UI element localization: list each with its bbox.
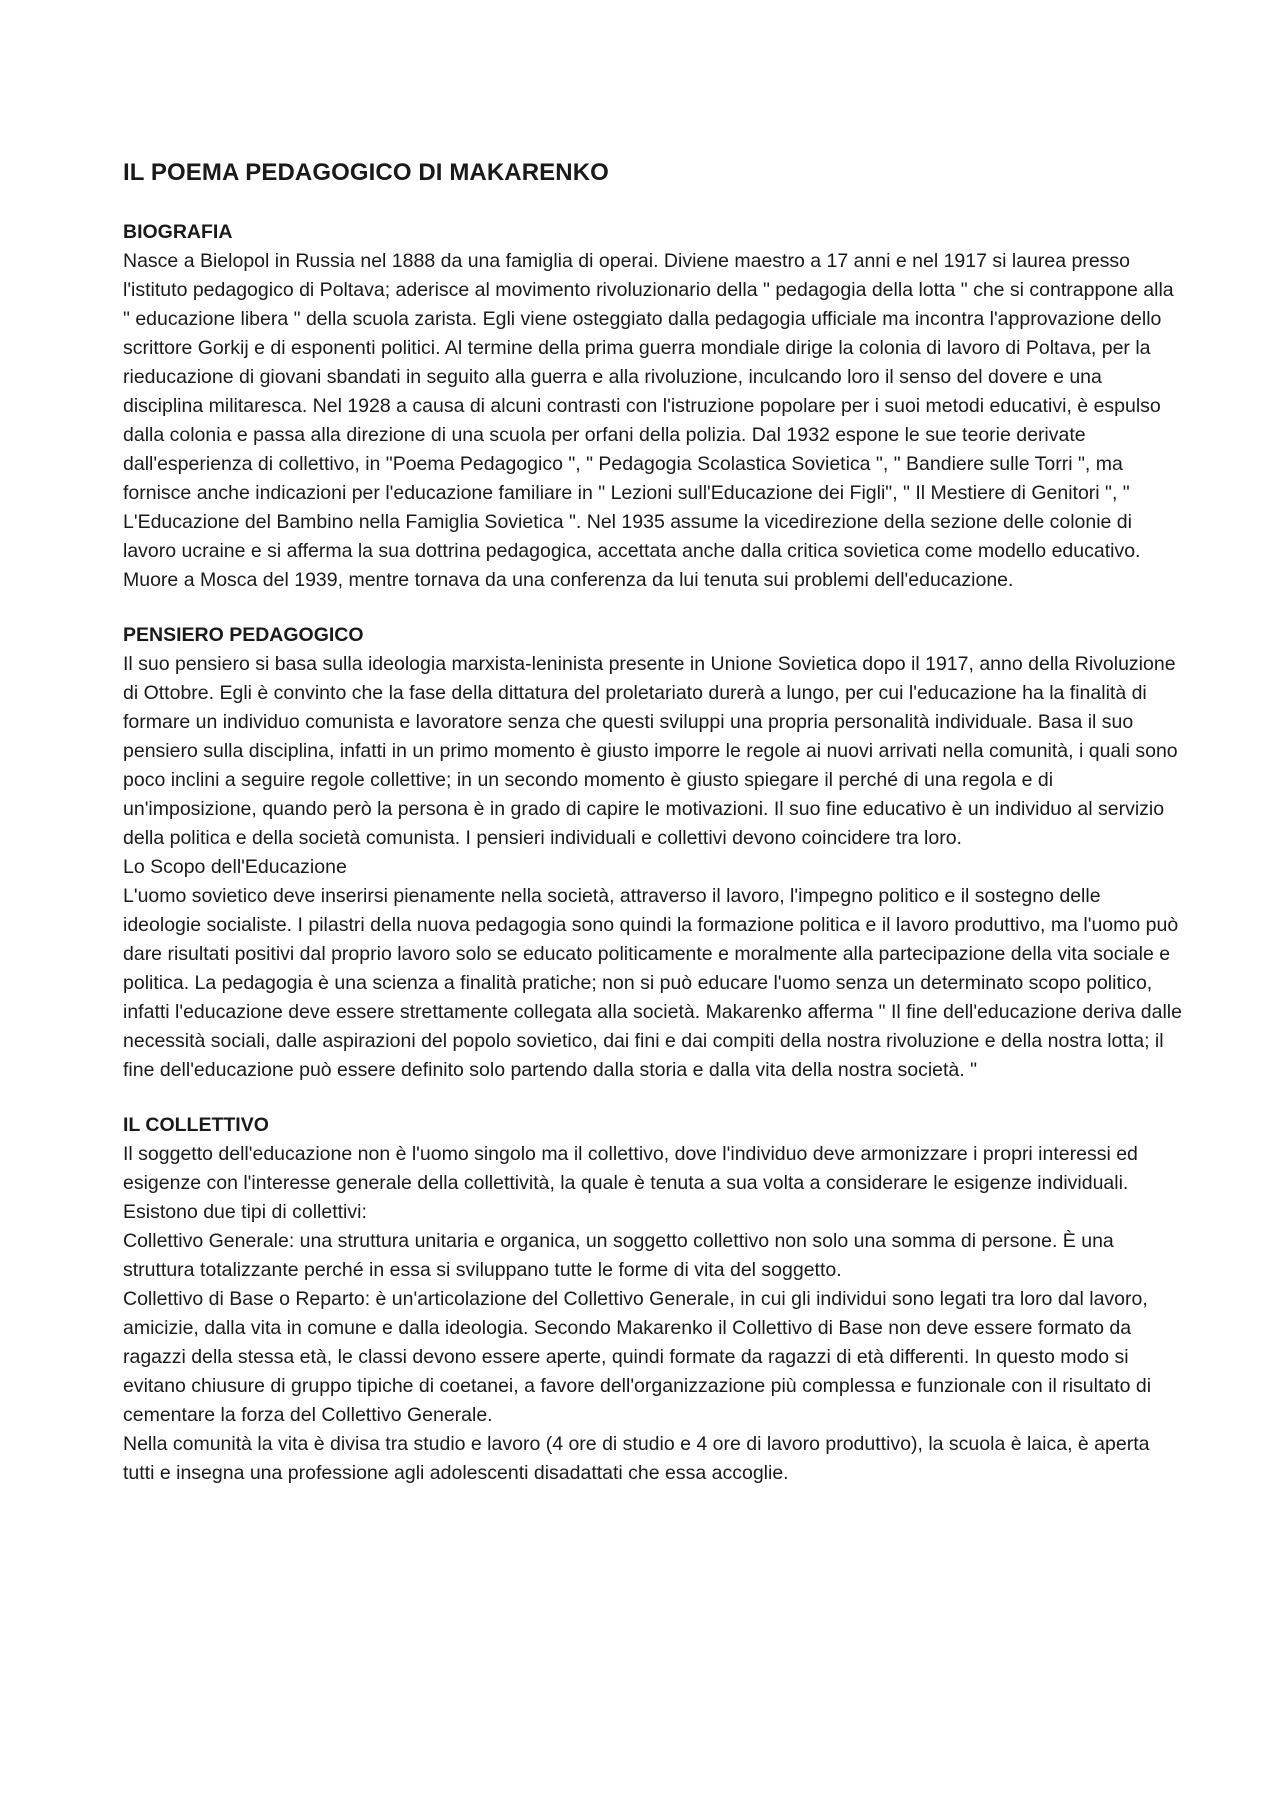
section-paragraph: Il soggetto dell'educazione non è l'uomo singolo ma il collettivo, dove l'individuo deve armonizzare i propri interessi ed esigenze con l'interesse generale della collettività, la quale è tenuta a sua volta a considerare le esigenze individuali. (123, 1143, 1138, 1194)
section-paragraph: Nella comunità la vita è divisa tra studio e lavoro (4 ore di studio e 4 ore di lavoro produttivo), la scuola è laica, è aperta tutti e insegna una professione agli adolescenti disadattati che essa accoglie. (123, 1433, 1150, 1484)
section-pensiero-pedagogico (123, 621, 1183, 1085)
section-heading: PENSIERO PEDAGOGICO (123, 624, 364, 646)
section-paragraph: Collettivo di Base o Reparto: è un'articolazione del Collettivo Generale, in cui gli individui sono legati tra loro dal lavoro, amicizie, dalla vita in comune e dalla ideologia. Secondo Makarenko il Collettivo di Base non deve essere formato da ragazzi della stessa età, le classi devono essere aperte, quindi formate da ragazzi di età differenti. In questo modo si evitano chiusure di gruppo tipiche di coetanei, a favore dell'organizzazione più complessa e funzionale con il risultato di cementare la forza del Collettivo Generale. (123, 1288, 1152, 1426)
section-biografia (123, 218, 1183, 595)
subsection-title: Lo Scopo dell'Educazione (123, 856, 347, 878)
section-paragraph: Esistono due tipi di collettivi: (123, 1201, 367, 1223)
section-paragraph: Nasce a Bielopol in Russia nel 1888 da una famiglia di operai. Diviene maestro a 17 anni e nel 1917 si laurea presso l'istituto pedagogico di Poltava; aderisce al movimento rivoluzionario della " pedagogia della lotta " che si contrappone alla " educazione libera " della scuola zarista. Egli viene osteggiato dalla pedagogia ufficiale ma incontra l'approvazione dello scrittore Gorkij e di esponenti politici. Al termine della prima guerra mondiale dirige la colonia di lavoro di Poltava, per la rieducazione di giovani sbandati in seguito alla guerra e alla rivoluzione, inculcando loro il senso del dovere e una disciplina militaresca. Nel 1928 a causa di alcuni contrasti con l'istruzione popolare per i suoi metodi educativi, è espulso dalla colonia e passa alla direzione di una scuola per orfani della polizia. Dal 1932 espone le sue teorie derivate dall'esperienza di collettivo, in "Poema Pedagogico ", " Pedagogia Scolastica Sovietica ", " Bandiere sulle Torri ", ma fornisce anche indicazioni per l'educazione familiare in " Lezioni sull'Educazione dei Figli", " Il Mestiere di Genitori ", " L'Educazione del Bambino nella Famiglia Sovietica ". Nel 1935 assume la vicedirezione della sezione delle colonie di lavoro ucraine e si afferma la sua dottrina pedagogica, accettata anche dalla critica sovietica come modello educativo. Muore a Mosca del 1939, mentre tornava da una conferenza da lui tenuta sui problemi dell'educazione. (123, 250, 1174, 591)
section-paragraph: L'uomo sovietico deve inserirsi pienamente nella società, attraverso il lavoro, l'impegno politico e il sostegno delle ideologie socialiste. I pilastri della nuova pedagogia sono quindi la formazione politica e il lavoro produttivo, ma l'uomo può dare risultati positivi dal proprio lavoro solo se educato politicamente e moralmente alla partecipazione della vita sociale e politica. La pedagogia è una scienza a finalità pratiche; non si può educare l'uomo senza un determinato scopo politico, infatti l'educazione deve essere strettamente collegata alla società. Makarenko afferma " Il fine dell'educazione deriva dalle necessità sociali, dalle aspirazioni del popolo sovietico, dai fini e dai compiti della nostra rivoluzione e della nostra lotta; il fine dell'educazione può essere definito solo partendo dalla storia e dalla vita della nostra società. " (123, 885, 1182, 1081)
section-paragraph: Collettivo Generale: una struttura unitaria e organica, un soggetto collettivo non solo una somma di persone. È una struttura totalizzante perché in essa si sviluppano tutte le forme di vita del soggetto. (123, 1230, 1114, 1281)
section-heading: BIOGRAFIA (123, 221, 233, 243)
section-paragraph: Il suo pensiero si basa sulla ideologia marxista-leninista presente in Unione Sovietica dopo il 1917, anno della Rivoluzione di Ottobre. Egli è convinto che la fase della dittatura del proletariato durerà a lungo, per cui l'educazione ha la finalità di formare un individuo comunista e lavoratore senza che questi sviluppi una propria personalità individuale. Basa il suo pensiero sulla disciplina, infatti in un primo momento è giusto imporre le regole ai nuovi arrivati nella comunità, i quali sono poco inclini a seguire regole collettive; in un secondo momento è giusto spiegare il perché di una regola e di un'imposizione, quando però la persona è in grado di capire le motivazioni. Il suo fine educativo è un individuo al servizio della politica e della società comunista. I pensieri individuali e collettivi devono coincidere tra loro. (123, 653, 1178, 849)
document-title: IL POEMA PEDAGOGICO DI MAKARENKO (123, 159, 609, 186)
document-body (123, 157, 1183, 1514)
section-heading: IL COLLETTIVO (123, 1114, 269, 1136)
section-il-collettivo (123, 1111, 1183, 1488)
